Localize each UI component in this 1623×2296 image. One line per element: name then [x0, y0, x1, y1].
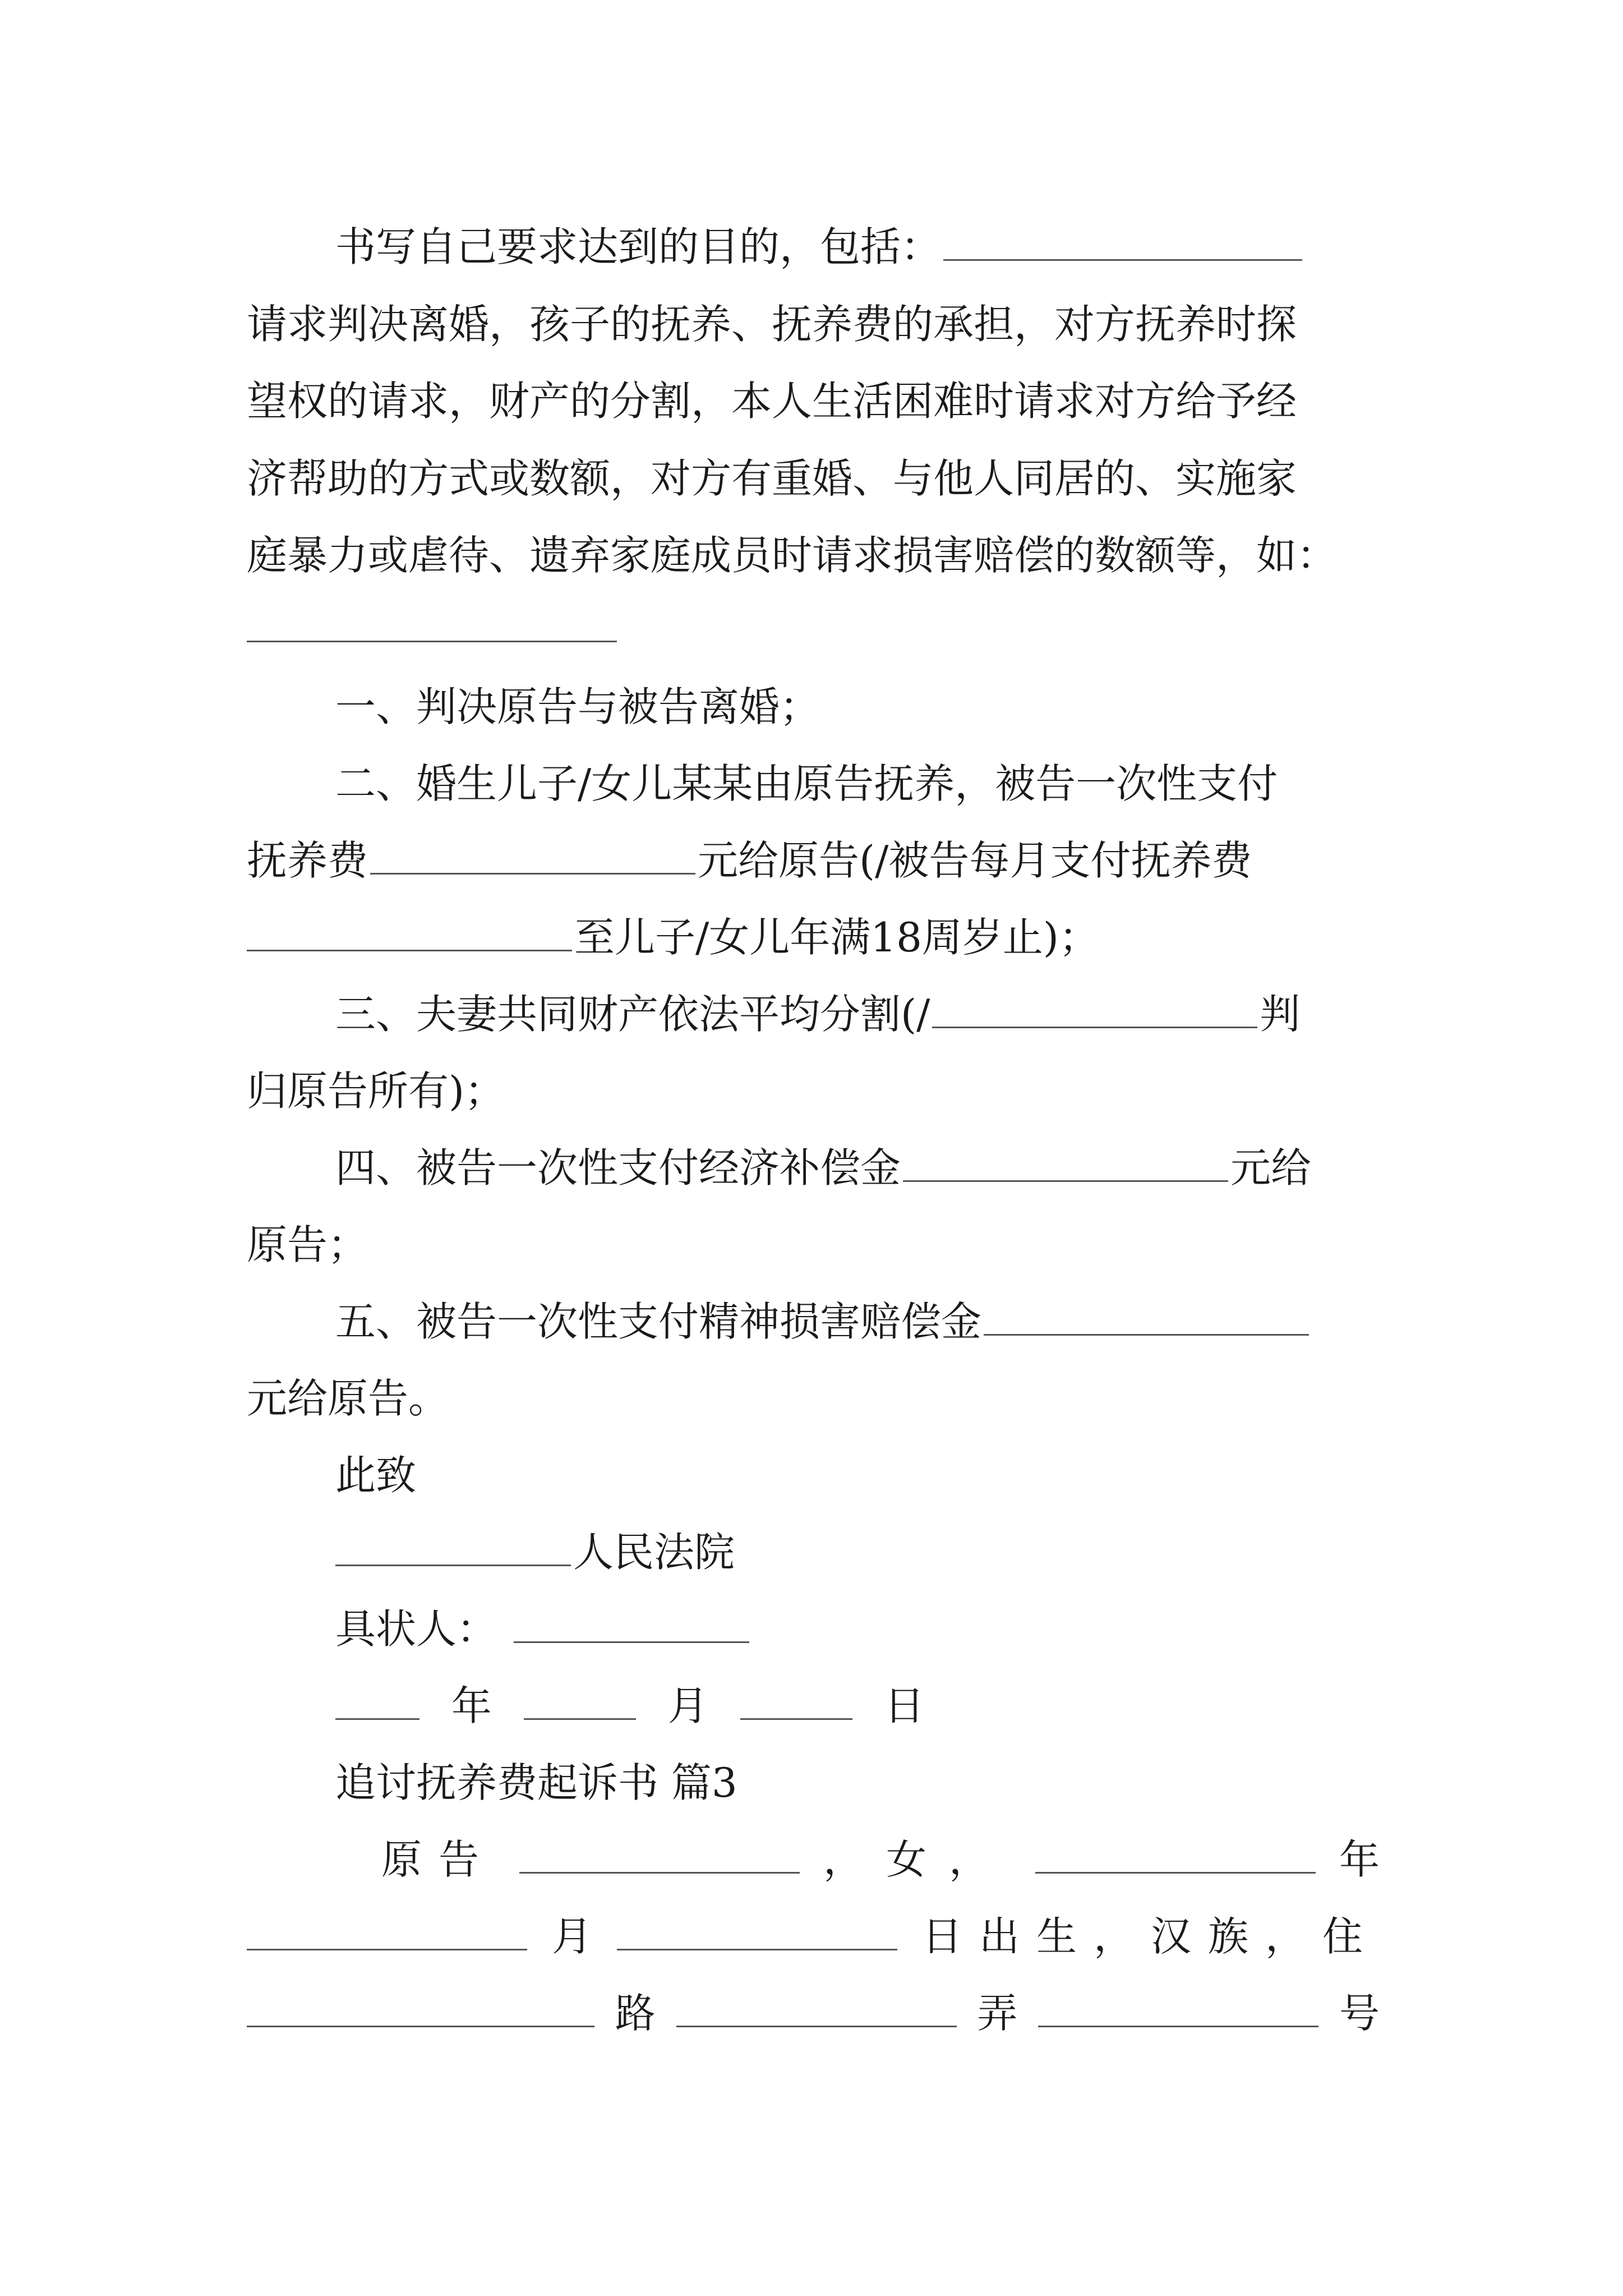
text: 路 — [615, 1990, 656, 2037]
blank-line — [370, 836, 695, 875]
text: 归原告所有)； — [247, 1068, 505, 1115]
text: 人民法院 — [573, 1529, 735, 1576]
text: 判 — [1260, 991, 1301, 1038]
text: 日出生，汉族，住 — [921, 1913, 1380, 1960]
text: 至儿子/女儿年满18周岁止)； — [574, 914, 1099, 961]
court-line — [247, 1519, 1468, 1586]
blank-line — [740, 1682, 852, 1720]
paragraph-line — [247, 213, 1468, 280]
blank-line — [519, 1835, 800, 1874]
list-item — [247, 1134, 1468, 1202]
text: 此致 — [335, 1452, 417, 1499]
text: 原告 — [381, 1836, 496, 1883]
list-item-cont — [247, 1365, 1380, 1432]
text: 济帮助的方式或数额，对方有重婚、与他人同居的、实施家 — [247, 455, 1297, 502]
paragraph-line — [247, 1903, 1380, 1970]
text: 元给原告(/被告每月支付抚养费 — [698, 837, 1252, 884]
text: 望权的请求，财产的分割，本人生活困难时请求对方给予经 — [247, 378, 1297, 425]
list-item — [247, 673, 1468, 740]
paragraph-line — [247, 367, 1380, 435]
blank-line — [335, 1528, 571, 1566]
text: 四、被告一次性支付经济补偿金 — [335, 1144, 901, 1191]
text: 一、判决原告与被告离婚； — [335, 683, 820, 730]
blank-line — [247, 1989, 594, 2027]
text: ，女， — [823, 1836, 1012, 1883]
list-item — [247, 750, 1468, 817]
blank-line — [524, 1682, 636, 1720]
text: 请求判决离婚，孩子的抚养、抚养费的承担，对方抚养时探 — [247, 301, 1297, 348]
paragraph-line — [381, 1826, 1380, 1893]
section-title — [247, 1749, 1468, 1816]
blank-line — [984, 1297, 1309, 1336]
blank-line — [903, 1144, 1228, 1182]
blank-line — [676, 1989, 957, 2027]
text: 日 — [884, 1682, 925, 1729]
blank-line — [514, 1605, 749, 1643]
text: 号 — [1339, 1990, 1380, 2037]
closing — [247, 1442, 1468, 1509]
paragraph-line — [247, 522, 1380, 589]
list-item — [247, 1288, 1468, 1355]
blank-line — [335, 1682, 419, 1720]
text: 追讨抚养费起诉书 篇3 — [335, 1759, 737, 1806]
paragraph-line — [247, 1980, 1380, 2047]
signer-line — [247, 1595, 1468, 1663]
text: 年 — [451, 1682, 492, 1729]
text: 二、婚生儿子/女儿某某由原告抚养，被告一次性支付 — [335, 760, 1278, 807]
blank-line — [247, 1912, 527, 1950]
text: 庭暴力或虐待、遗弃家庭成员时请求损害赔偿的数额等，如： — [247, 532, 1338, 579]
blank-line — [617, 1912, 897, 1950]
date-line — [247, 1672, 1468, 1740]
text: 五、被告一次性支付精神损害赔偿金 — [335, 1298, 982, 1345]
text: 原告； — [247, 1221, 368, 1268]
text: 抚养费 — [247, 837, 368, 884]
blank-line — [943, 223, 1302, 261]
text: 三、夫妻共同财产依法平均分割(/ — [335, 991, 930, 1038]
blank-line — [1035, 1835, 1316, 1874]
list-item-cont — [247, 1211, 1380, 1278]
list-item-cont — [247, 1057, 1380, 1125]
text: 弄 — [977, 1990, 1018, 2037]
text: 书写自己要求达到的目的，包括： — [335, 223, 942, 270]
paragraph-line — [247, 445, 1380, 512]
list-item-cont — [247, 827, 1380, 894]
list-item-cont — [247, 904, 1380, 971]
blank-line — [932, 990, 1257, 1028]
text: 月 — [667, 1682, 708, 1729]
blank-line — [247, 913, 572, 951]
text: 元给原告。 — [247, 1375, 449, 1422]
paragraph-line — [247, 291, 1380, 358]
blank-line — [1038, 1989, 1318, 2027]
paragraph-line — [247, 595, 1380, 662]
list-item — [247, 981, 1468, 1048]
text: 月 — [551, 1913, 592, 1960]
text: 元给 — [1230, 1144, 1312, 1191]
text: 年 — [1339, 1836, 1380, 1883]
text: 具状人： — [335, 1605, 497, 1653]
blank-line — [247, 604, 617, 642]
